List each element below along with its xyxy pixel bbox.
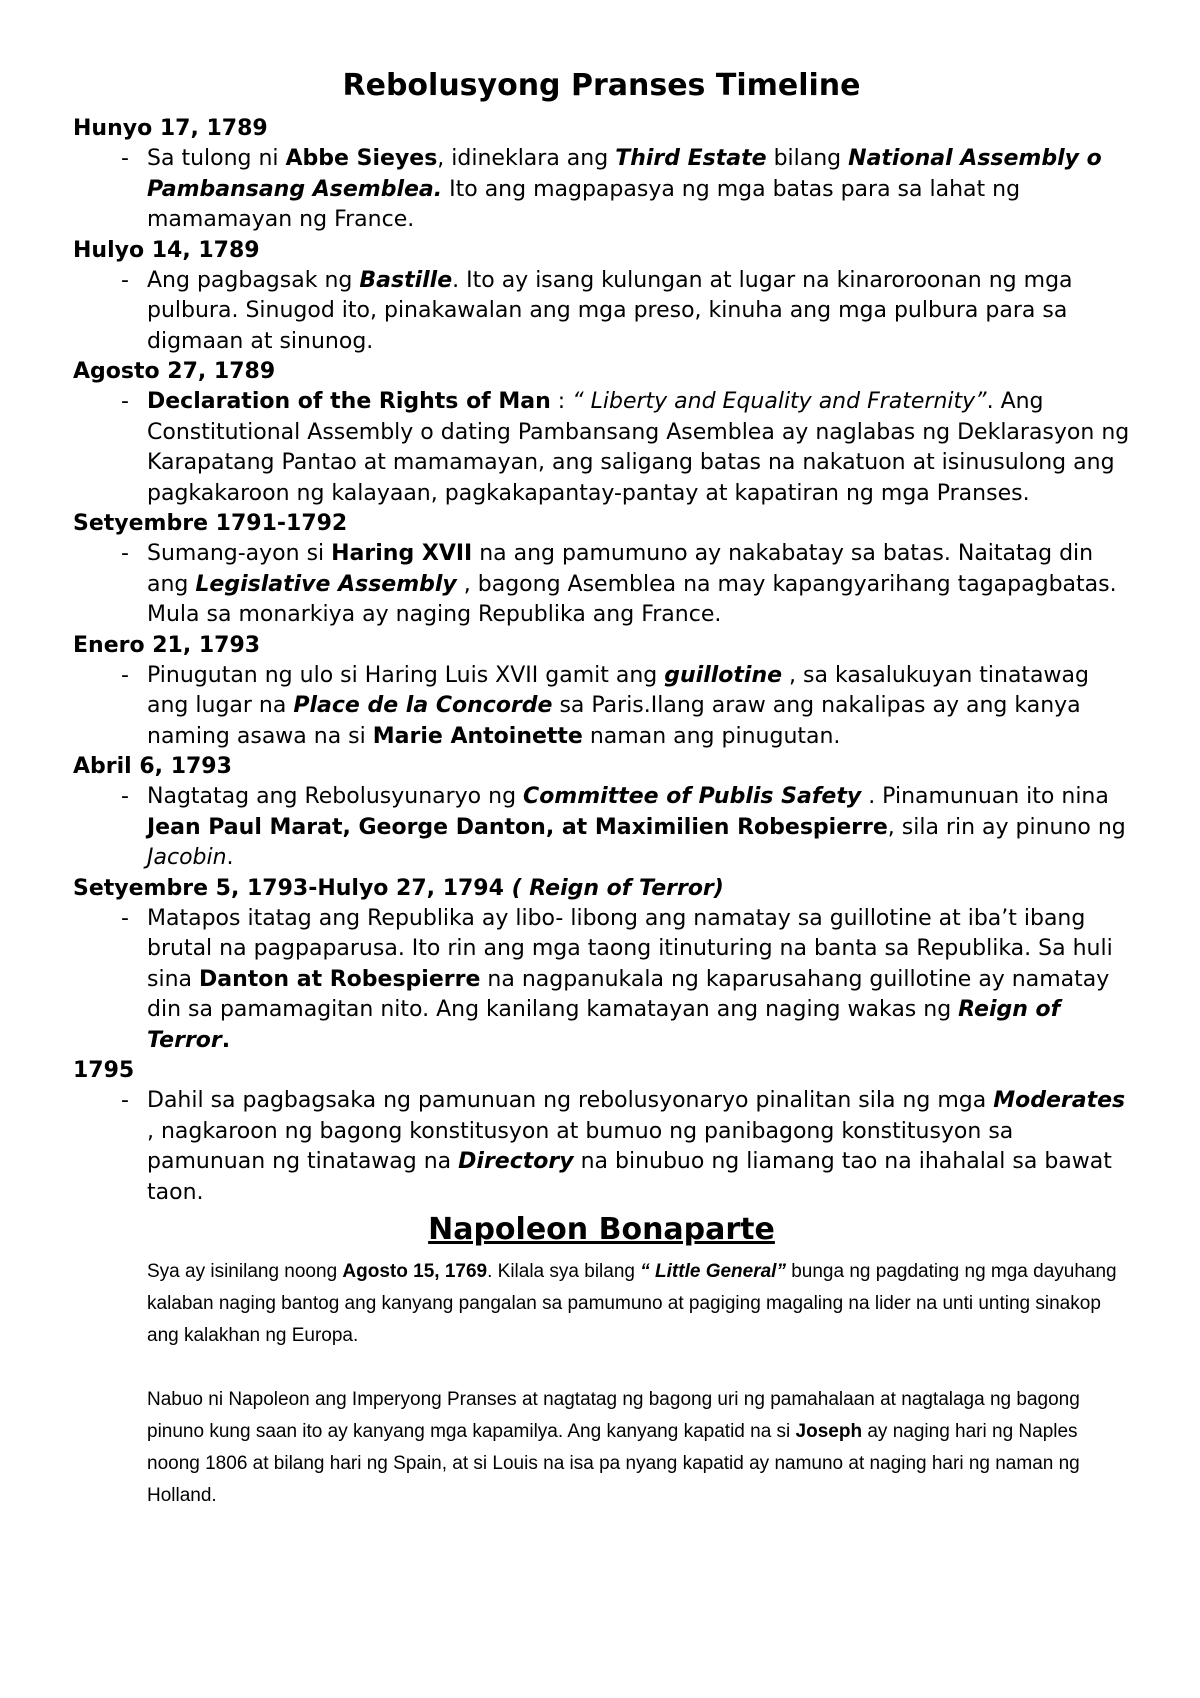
entry-date-text: Abril 6, 1793 <box>73 754 232 779</box>
napoleon-paragraph <box>147 1256 1130 1352</box>
text-run: “ Little General” <box>640 1261 786 1282</box>
text-run: Declaration of the Rights of Man <box>147 389 551 414</box>
text-run: na ang pamumuno ay nakabatay sa batas. Naitatag din ang <box>147 541 1094 597</box>
entry-date <box>73 1056 1130 1086</box>
entry-date <box>73 114 1130 144</box>
entry-date-text: Hunyo 17, 1789 <box>73 116 268 141</box>
entry-bullet <box>73 144 1130 236</box>
text-run: Matapos itatag ang Republika ay libo- libong ang namatay sa guillotine at iba’t ibang brutal na pagpaparusa. Ito rin ang mga taong itinuturing na banta sa Republika. Sa huli sina <box>147 905 1113 992</box>
napoleon-section <box>73 1256 1130 1512</box>
text-run: Pinugutan ng ulo si Haring Luis XVII gamit ang <box>147 662 665 688</box>
entry-bullet <box>73 661 1130 753</box>
text-run: Third Estate <box>615 146 767 171</box>
napoleon-paragraph <box>147 1384 1130 1512</box>
text-run: na binubuo ng liamang tao na ihahalal sa bawat taon. <box>147 1149 1112 1205</box>
entry-bullet <box>73 539 1130 631</box>
text-run: na nagpanukala ng kaparusahang guillotine ay namatay din sa pamamagitan nito. Ang kanilang kamatayan ang naging wakas ng <box>147 966 1110 1022</box>
entry-date <box>73 631 1130 661</box>
dash-bullet-icon: - <box>121 146 129 171</box>
dash-bullet-icon: - <box>121 905 129 931</box>
entry-date-note: ( Reign of Terror) <box>503 875 724 901</box>
dash-bullet-icon: - <box>121 784 129 809</box>
text-run: . <box>221 1027 231 1053</box>
entry-date-text: 1795 <box>73 1058 135 1083</box>
text-run: Jacobin <box>147 845 227 870</box>
text-run: Joseph <box>795 1421 863 1442</box>
text-run: Sa tulong ni <box>147 146 286 171</box>
entry-date-text: Setyembre 5, 1793-Hulyo 27, 1794 <box>73 875 504 901</box>
text-run: “ Liberty and Equality and Fraternity” <box>572 389 987 414</box>
text-run: National Assembly o Pambansang Asemblea. <box>147 146 1102 202</box>
text-run: Sya ay isinilang noong <box>147 1261 343 1282</box>
text-run: , sa kasalukuyan tinatawag ang lugar na <box>147 662 1089 718</box>
entry-date-text: Agosto 27, 1789 <box>73 359 276 384</box>
text-run: Moderates <box>993 1088 1126 1113</box>
dash-bullet-icon: - <box>121 1088 129 1113</box>
text-run: . Ang Constitutional Assembly o dating Pambansang Asemblea ay naglabas ng Deklarasyon ng Karapatang Pantao at mamamayan, ang saligang batas na nakatuon at isinusulong ang pagkakaroon ng kalayaan, pagkakapantay-pantay at kapatiran ng mga Pranses. <box>147 389 1130 506</box>
entry-date-text: Hulyo 14, 1789 <box>73 237 260 263</box>
entry-date-text: Setyembre 1791-1792 <box>73 511 348 536</box>
entry-date <box>73 752 1130 782</box>
text-run: . Ito ay isang kulungan at lugar na kinaroroonan ng mga pulbura. Sinugod ito, pinakawalan ang mga preso, kinuha ang mga pulbura para sa digmaan at sinunog. <box>147 267 1073 354</box>
text-run: . <box>226 845 234 870</box>
text-run: : <box>550 389 573 414</box>
entry-bullet <box>73 266 1130 358</box>
text-run: Abbe Sieyes <box>285 146 438 171</box>
text-run: Marie Antoinette <box>372 723 583 749</box>
text-run: ay naging hari ng Naples noong 1806 at bilang hari ng Spain, at si Louis na isa pa nyang kapatid ay namuno at naging hari ng naman ng Holland. <box>147 1421 1080 1506</box>
text-run: , idineklara ang <box>437 146 616 171</box>
text-run: Dahil sa pagbagsaka ng pamunuan ng rebolusyonaryo pinalitan sila ng mga <box>147 1088 994 1113</box>
text-run: Haring XVII <box>331 541 473 566</box>
text-run: . Pinamunuan ito nina <box>861 784 1109 809</box>
text-run: Committee of Publis Safety <box>523 784 862 809</box>
text-run: Place de la Concorde <box>293 693 553 718</box>
text-run: bunga ng pagdating ng mga dayuhang kalaban naging bantog ang kanyang pangalan sa pamumuno at pagiging magaling na lider na unti unting sinakop ang kalakhan ng Europa. <box>147 1261 1117 1346</box>
text-run: Directory <box>458 1149 574 1174</box>
text-run: sa Paris.Ilang araw ang nakalipas ay ang kanya naming asawa na si <box>147 693 1081 749</box>
text-run: . Kilala sya bilang <box>487 1261 641 1282</box>
text-run: Nabuo ni Napoleon ang Imperyong Pranses at nagtatag ng bagong uri ng pamahalaan at nagtalaga ng bagong pinuno kung saan ito ay kanyang mga kapamilya. Ang kanyang kapatid na si <box>147 1389 1080 1442</box>
timeline <box>73 114 1130 1208</box>
text-run: Sumang-ayon si <box>147 541 332 566</box>
entry-bullet <box>73 1086 1130 1208</box>
dash-bullet-icon: - <box>121 389 129 414</box>
entry-bullet <box>73 782 1130 874</box>
page-title: Rebolusyong Pranses Timeline <box>342 68 861 103</box>
text-run: Bastille <box>359 267 453 293</box>
entry-bullet <box>73 387 1130 509</box>
text-run: , bagong Asemblea na may kapangyarihang tagapagbatas. Mula sa monarkiya ay naging Republika ang France. <box>147 571 1117 627</box>
text-run: Agosto 15, 1769 <box>342 1261 488 1282</box>
text-run: guillotine <box>664 662 783 688</box>
entry-date <box>73 874 1130 904</box>
text-run: Reign of Terror <box>147 997 1061 1053</box>
dash-bullet-icon: - <box>121 267 129 293</box>
text-run: Ang pagbagsak ng <box>147 267 360 293</box>
dash-bullet-icon: - <box>121 541 129 566</box>
entry-bullet <box>73 904 1130 1057</box>
napoleon-heading: Napoleon Bonaparte <box>428 1212 775 1247</box>
text-run: Nagtatag ang Rebolusyunaryo ng <box>147 784 524 809</box>
text-run: , nagkaroon ng bagong konstitusyon at bumuo ng panibagong konstitusyon sa pamunuan ng tinatawag na <box>147 1118 1014 1174</box>
text-run: Danton at Robespierre <box>199 966 481 992</box>
entry-date <box>73 236 1130 266</box>
text-run: Ito ang magpapasya ng mga batas para sa lahat ng mamamayan ng France. <box>147 176 1021 232</box>
text-run: Legislative Assembly <box>195 571 457 597</box>
text-run: Jean Paul Marat, George Danton, at Maximilien Robespierre <box>147 814 888 840</box>
text-run: naman ang pinugutan. <box>582 723 841 749</box>
text-run: bilang <box>766 146 849 171</box>
entry-date-text: Enero 21, 1793 <box>73 632 261 658</box>
entry-date <box>73 509 1130 539</box>
dash-bullet-icon: - <box>121 662 129 688</box>
entry-date <box>73 357 1130 387</box>
text-run: , sila rin ay pinuno ng <box>887 814 1126 840</box>
